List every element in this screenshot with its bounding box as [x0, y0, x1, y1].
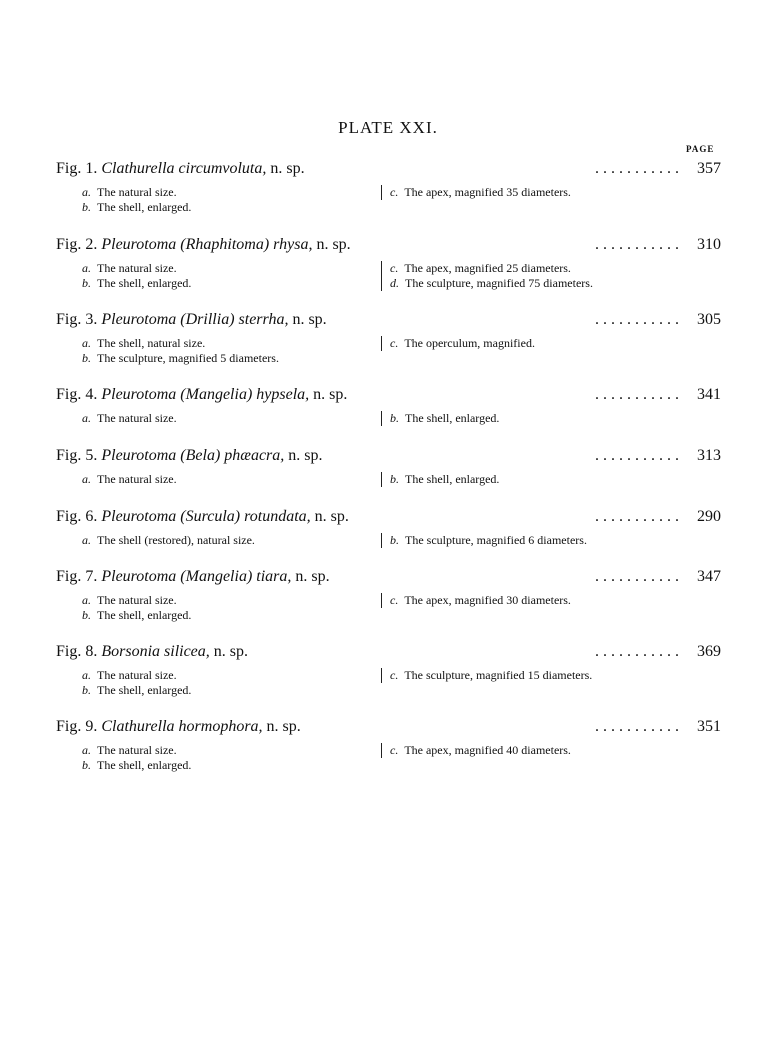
subitem-text: The sculpture, magnified 15 diameters. — [404, 668, 593, 682]
subitems-left-column — [82, 533, 372, 548]
figure-entry — [56, 236, 721, 291]
figure-heading-line — [56, 643, 721, 665]
subitem — [390, 336, 690, 351]
subitem-letter: b. — [82, 276, 91, 290]
species-name: Pleurotoma (Rhaphitoma) rhysa, — [101, 236, 313, 253]
page-number: 305 — [697, 311, 721, 328]
subitem-letter: b. — [82, 351, 91, 365]
subitems-right-column — [381, 743, 690, 758]
figure-number: Fig. 3. — [56, 311, 98, 328]
figure-heading — [56, 447, 329, 465]
subitem-letter: a. — [82, 743, 91, 757]
subitems-right-column — [381, 533, 690, 548]
subitem-letter: b. — [82, 758, 91, 772]
subitem — [390, 743, 690, 758]
figure-subitems — [56, 593, 721, 623]
subitem — [82, 276, 372, 291]
figure-heading — [56, 718, 307, 736]
figure-entry — [56, 643, 721, 698]
subitems-right-column — [381, 336, 690, 351]
subitem-text: The shell (restored), natural size. — [97, 533, 255, 547]
page-number: 351 — [697, 718, 721, 735]
figure-heading — [56, 508, 355, 526]
subitem-text: The sculpture, magnified 5 diameters. — [97, 351, 279, 365]
subitem-text: The shell, enlarged. — [405, 411, 500, 425]
leader-dots: . . . . . . . . . . . — [595, 236, 679, 253]
page-number: 310 — [697, 236, 721, 253]
leader-dots: . . . . . . . . . . . — [595, 508, 679, 525]
subitem-letter: a. — [82, 472, 91, 486]
subitem — [82, 533, 372, 548]
subitem — [82, 593, 372, 608]
subitem-letter: a. — [82, 336, 91, 350]
subitems-left-column — [82, 261, 372, 291]
subitem-text: The natural size. — [97, 743, 177, 757]
figure-heading — [56, 643, 254, 661]
subitem-text: The shell, enlarged. — [97, 683, 192, 697]
figure-heading-line — [56, 160, 721, 182]
leader-dots: . . . . . . . . . . . — [595, 447, 679, 464]
subitem-letter: b. — [390, 533, 399, 547]
subitems-left-column — [82, 593, 372, 623]
subitem-letter: a. — [82, 185, 91, 199]
subitem-text: The shell, enlarged. — [97, 608, 192, 622]
subitem-text: The operculum, magnified. — [404, 336, 535, 350]
subitem-text: The apex, magnified 25 diameters. — [404, 261, 571, 275]
page-number: 369 — [697, 643, 721, 660]
species-suffix: n. sp. — [213, 643, 249, 660]
species-name: Pleurotoma (Drillia) sterrha, — [101, 311, 289, 328]
figure-heading — [56, 236, 357, 254]
subitems-right-column — [381, 185, 690, 200]
leader-dots: . . . . . . . . . . . — [595, 568, 679, 585]
subitem — [82, 683, 372, 698]
figure-entry — [56, 447, 721, 502]
subitems-right-column — [381, 668, 690, 683]
leader-dots: . . . . . . . . . . . — [595, 643, 679, 660]
species-name: Pleurotoma (Bela) phæacra, — [101, 447, 285, 464]
species-name: Clathurella hormophora, — [101, 718, 263, 735]
subitem-text: The apex, magnified 35 diameters. — [404, 185, 571, 199]
subitems-right-column — [381, 593, 690, 608]
subitems-left-column — [82, 411, 372, 426]
subitem — [390, 533, 690, 548]
subitem — [390, 411, 690, 426]
subitem-letter: b. — [82, 683, 91, 697]
page-number: 313 — [697, 447, 721, 464]
figure-subitems — [56, 336, 721, 366]
subitem — [390, 185, 690, 200]
species-name: Pleurotoma (Mangelia) hypsela, — [101, 386, 310, 403]
page-number: 357 — [697, 160, 721, 177]
figure-heading-line — [56, 311, 721, 333]
subitem — [82, 200, 372, 215]
subitem — [390, 472, 690, 487]
subitem-letter: d. — [390, 276, 399, 290]
subitem — [82, 185, 372, 200]
species-name: Borsonia silicea, — [101, 643, 210, 660]
plate-title: PLATE XXI. — [338, 118, 438, 137]
figure-heading — [56, 160, 311, 178]
figure-heading — [56, 568, 336, 586]
subitem-text: The apex, magnified 40 diameters. — [404, 743, 571, 757]
species-suffix: n. sp. — [316, 236, 351, 253]
figure-heading — [56, 311, 333, 329]
figure-heading — [56, 386, 353, 404]
species-name: Pleurotoma (Surcula) rotundata, — [101, 508, 311, 525]
subitem-letter: b. — [390, 472, 399, 486]
figure-subitems — [56, 533, 721, 563]
leader-dots: . . . . . . . . . . . — [595, 386, 679, 403]
subitem-text: The natural size. — [97, 261, 177, 275]
figure-entry — [56, 718, 721, 773]
subitem-text: The shell, natural size. — [97, 336, 206, 350]
page-number: 290 — [697, 508, 721, 525]
leader-dots: . . . . . . . . . . . — [595, 311, 679, 328]
subitem — [390, 261, 690, 276]
page-column-header: PAGE — [686, 144, 715, 154]
species-suffix: n. sp. — [313, 386, 348, 403]
leader-dots: . . . . . . . . . . . — [595, 718, 679, 735]
figure-heading-line — [56, 718, 721, 740]
subitem — [390, 668, 690, 683]
subitem-letter: a. — [82, 411, 91, 425]
species-name: Pleurotoma (Mangelia) tiara, — [101, 568, 292, 585]
subitem-text: The sculpture, magnified 75 diameters. — [405, 276, 593, 290]
figure-subitems — [56, 743, 721, 773]
subitems-left-column — [82, 472, 372, 487]
species-suffix: n. sp. — [266, 718, 301, 735]
figure-subitems — [56, 668, 721, 698]
figure-heading-line — [56, 386, 721, 408]
figure-entry — [56, 508, 721, 563]
subitem-text: The natural size. — [97, 185, 177, 199]
figure-number: Fig. 6. — [56, 508, 98, 525]
subitem-letter: b. — [82, 200, 91, 214]
figure-heading-line — [56, 568, 721, 590]
subitem-text: The sculpture, magnified 6 diameters. — [405, 533, 587, 547]
subitems-right-column — [381, 261, 690, 291]
figure-number: Fig. 1. — [56, 160, 98, 177]
subitem-letter: c. — [390, 336, 399, 350]
subitem — [82, 743, 372, 758]
leader-dots: . . . . . . . . . . . — [595, 160, 679, 177]
figure-heading-line — [56, 236, 721, 258]
figure-number: Fig. 2. — [56, 236, 98, 253]
subitem — [82, 472, 372, 487]
figure-entry — [56, 568, 721, 623]
species-name: Clathurella circumvoluta, — [101, 160, 267, 177]
species-suffix: n. sp. — [288, 447, 323, 464]
species-suffix: n. sp. — [314, 508, 349, 525]
subitem-letter: c. — [390, 743, 399, 757]
subitem-text: The natural size. — [97, 593, 177, 607]
figure-subitems — [56, 411, 721, 441]
figure-number: Fig. 7. — [56, 568, 98, 585]
subitem-text: The shell, enlarged. — [405, 472, 500, 486]
species-suffix: n. sp. — [292, 311, 327, 328]
figure-subitems — [56, 472, 721, 502]
subitem-letter: c. — [390, 593, 399, 607]
subitem-letter: a. — [82, 533, 91, 547]
subitem — [82, 608, 372, 623]
figure-number: Fig. 8. — [56, 643, 98, 660]
subitem — [82, 758, 372, 773]
subitem-letter: c. — [390, 668, 399, 682]
subitem-text: The shell, enlarged. — [97, 200, 192, 214]
subitem-letter: c. — [390, 261, 399, 275]
figure-heading-line — [56, 508, 721, 530]
subitem-text: The natural size. — [97, 472, 177, 486]
subitem — [82, 351, 372, 366]
page-number: 341 — [697, 386, 721, 403]
subitem — [390, 276, 690, 291]
figure-number: Fig. 5. — [56, 447, 98, 464]
subitem-text: The natural size. — [97, 668, 177, 682]
page-number: 347 — [697, 568, 721, 585]
species-suffix: n. sp. — [295, 568, 330, 585]
figure-number: Fig. 9. — [56, 718, 98, 735]
subitem-text: The apex, magnified 30 diameters. — [404, 593, 571, 607]
subitems-right-column — [381, 411, 690, 426]
subitems-left-column — [82, 185, 372, 215]
figure-number: Fig. 4. — [56, 386, 98, 403]
subitem — [82, 411, 372, 426]
figure-entry — [56, 160, 721, 215]
subitems-left-column — [82, 668, 372, 698]
subitems-left-column — [82, 743, 372, 773]
figure-entry — [56, 386, 721, 441]
figure-entry — [56, 311, 721, 366]
subitem-letter: a. — [82, 593, 91, 607]
subitem-letter: c. — [390, 185, 399, 199]
subitem — [82, 668, 372, 683]
subitem-text: The shell, enlarged. — [97, 758, 192, 772]
subitem — [82, 336, 372, 351]
subitem-letter: a. — [82, 261, 91, 275]
species-suffix: n. sp. — [270, 160, 305, 177]
subitem-letter: a. — [82, 668, 91, 682]
subitem-text: The shell, enlarged. — [97, 276, 192, 290]
figure-subitems — [56, 261, 721, 291]
subitem — [82, 261, 372, 276]
subitems-left-column — [82, 336, 372, 366]
subitem — [390, 593, 690, 608]
figure-subitems — [56, 185, 721, 215]
subitem-letter: b. — [390, 411, 399, 425]
figure-heading-line — [56, 447, 721, 469]
subitem-text: The natural size. — [97, 411, 177, 425]
subitems-right-column — [381, 472, 690, 487]
subitem-letter: b. — [82, 608, 91, 622]
